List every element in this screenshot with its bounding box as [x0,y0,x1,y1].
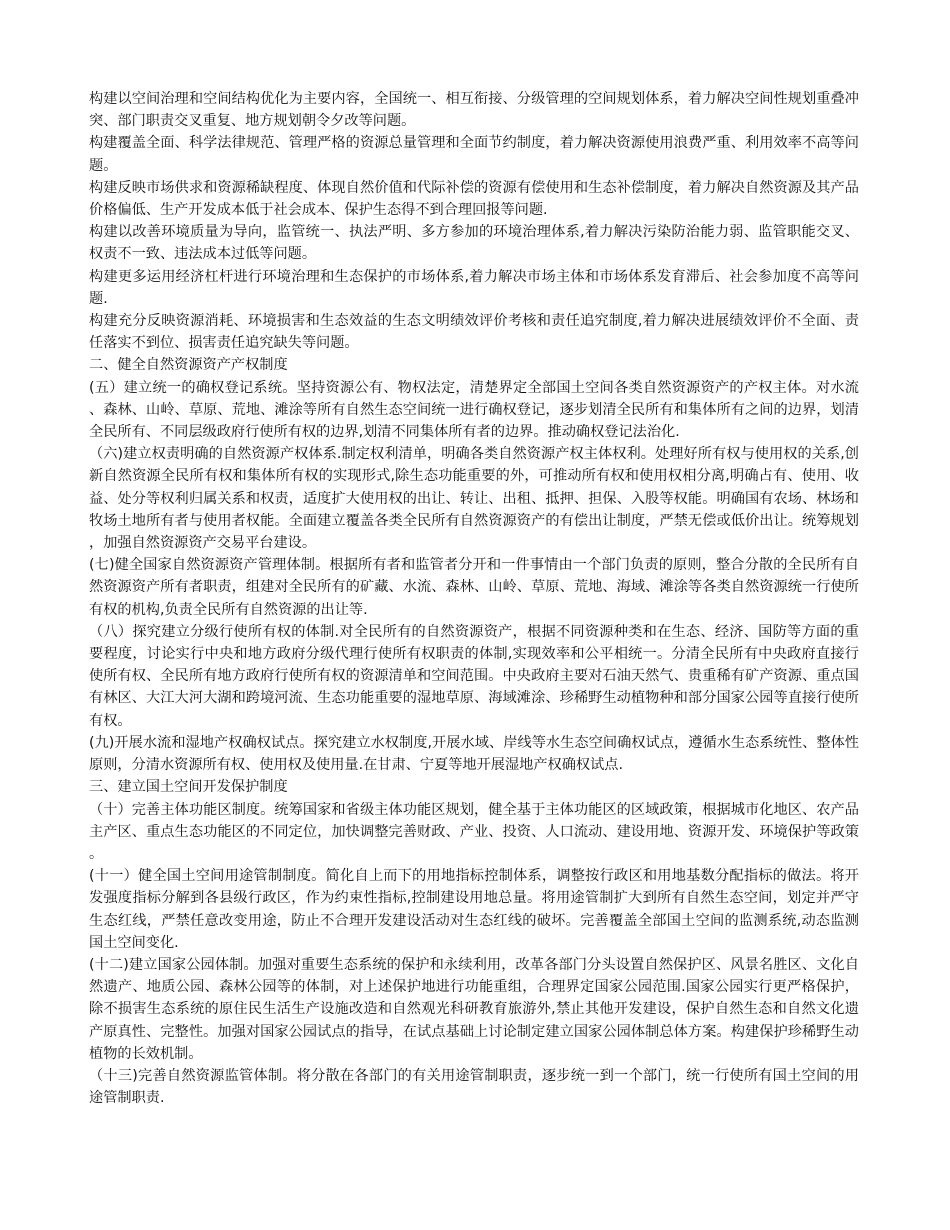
paragraph: (十一）健全国土空间用途管制制度。简化自上而下的用地指标控制体系，调整按行政区和用地基数分配指标的做法。将开发强度指标分解到各县级行政区，作为约束性指标,控制建设用地总量。将用途管制扩大到所有自然生态空间，划定并严守生态红线，严禁任意改变用途，防止不合理开发建设活动对生态红线的破坏。完善覆盖全部国土空间的监测系统,动态监测国土空间变化. [89,868,859,951]
paragraph: (五）建立统一的确权登记系统。坚持资源公有、物权法定，清楚界定全部国土空间各类自然资源资产的产权主体。对水流、森林、山岭、草原、荒地、滩涂等所有自然生态空间统一进行确权登记，逐步划清全民所有和集体所有之间的边界，划清全民所有、不同层级政府行使所有权的边界,划清不同集体所有者的边界。推动确权登记法治化. [89,379,859,441]
paragraph: （十）完善主体功能区制度。统筹国家和省级主体功能区规划，健全基于主体功能区的区域政策，根据城市化地区、农产品主产区、重点生态功能区的不同定位，加快调整完善财政、产业、投资、人口流动、建设用地、资源开发、环境保护等政策。 [89,801,859,862]
document-body [89,88,859,1109]
paragraph: 构建充分反映资源消耗、环境损害和生态效益的生态文明绩效评价考核和责任追究制度,着力解决进展绩效评价不全面、责任落实不到位、损害责任追究缺失等问题。 [89,313,859,352]
paragraph: 构建以改善环境质量为导向，监管统一、执法严明、多方参加的环境治理体系,着力解决污染防治能力弱、监管职能交叉、权责不一致、违法成本过低等问题。 [89,224,859,263]
paragraph: （六)建立权责明确的自然资源产权体系.制定权利清单，明确各类自然资源产权主体权利。处理好所有权与使用权的关系,创新自然资源全民所有权和集体所有权的实现形式,除生态功能重要的外，可推动所有权和使用权相分离,明确占有、使用、收益、处分等权利归属关系和权责，适度扩大使用权的出让、转让、出租、抵押、担保、入股等权能。明确国有农场、林场和牧场土地所有者与使用者权能。全面建立覆盖各类全民所有自然资源资产的有偿出让制度，严禁无偿或低价出让。统筹规划，加强自然资源资产交易平台建设。 [89,446,859,552]
section-heading: 三、建立国土空间开发保护制度 [89,779,288,796]
paragraph: 构建反映市场供求和资源稀缺程度、体现自然价值和代际补偿的资源有偿使用和生态补偿制度，着力解决自然资源及其产品价格偏低、生产开发成本低于社会成本、保护生态得不到合理回报等问题. [89,179,859,219]
paragraph: （八）探究建立分级行使所有权的体制.对全民所有的自然资源资产，根据不同资源种类和在生态、经济、国防等方面的重要程度，讨论实行中央和地方政府分级代理行使所有权职责的体制,实现效率和公平相统一。分清全民所有中央政府直接行使所有权、全民所有地方政府行使所有权的资源清单和空间范围。中央政府主要对石油天然气、贵重稀有矿产资源、重点国有林区、大江大河大湖和跨境河流、生态功能重要的湿地草原、海域滩涂、珍稀野生动植物种和部分国家公园等直接行使所有权。 [89,623,859,729]
paragraph: 构建覆盖全面、科学法律规范、管理严格的资源总量管理和全面节约制度，着力解决资源使用浪费严重、利用效率不高等问题。 [89,135,859,174]
paragraph: （十三)完善自然资源监管体制。将分散在各部门的有关用途管制职责，逐步统一到一个部门，统一行使所有国土空间的用途管制职责. [89,1067,859,1107]
paragraph: 构建更多运用经济杠杆进行环境治理和生态保护的市场体系,着力解决市场主体和市场体系发育滞后、社会参加度不高等问题. [89,268,859,307]
paragraph: (九)开展水流和湿地产权确权试点。探究建立水权制度,开展水域、岸线等水生态空间确权试点，遵循水生态系统性、整体性原则，分清水资源所有权、使用权及使用量.在甘肃、宁夏等地开展湿地产权确权试点. [89,734,859,774]
section-heading: 二、健全自然资源资产产权制度 [89,357,288,374]
paragraph: 构建以空间治理和空间结构优化为主要内容，全国统一、相互衔接、分级管理的空间规划体系，着力解决空间性规划重叠冲突、部门职责交叉重复、地方规划朝令夕改等问题。 [89,91,859,130]
paragraph: (七)健全国家自然资源资产管理体制。根据所有者和监管者分开和一件事情由一个部门负责的原则，整合分散的全民所有自然资源资产所有者职责，组建对全民所有的矿藏、水流、森林、山岭、草原、荒地、海域、滩涂等各类自然资源统一行使所有权的机构,负责全民所有自然资源的出让等. [89,557,859,618]
paragraph: (十二)建立国家公园体制。加强对重要生态系统的保护和永续利用，改革各部门分头设置自然保护区、风景名胜区、文化自然遗产、地质公园、森林公园等的体制，对上述保护地进行功能重组，合理界定国家公园范围.国家公园实行更严格保护，除不损害生态系统的原住民生活生产设施改造和自然观光科研教育旅游外,禁止其他开发建设，保护自然生态和自然文化遗产原真性、完整性。加强对国家公园试点的指导，在试点基础上讨论制定建立国家公园体制总体方案。构建保护珍稀野生动植物的长效机制。 [89,956,859,1062]
